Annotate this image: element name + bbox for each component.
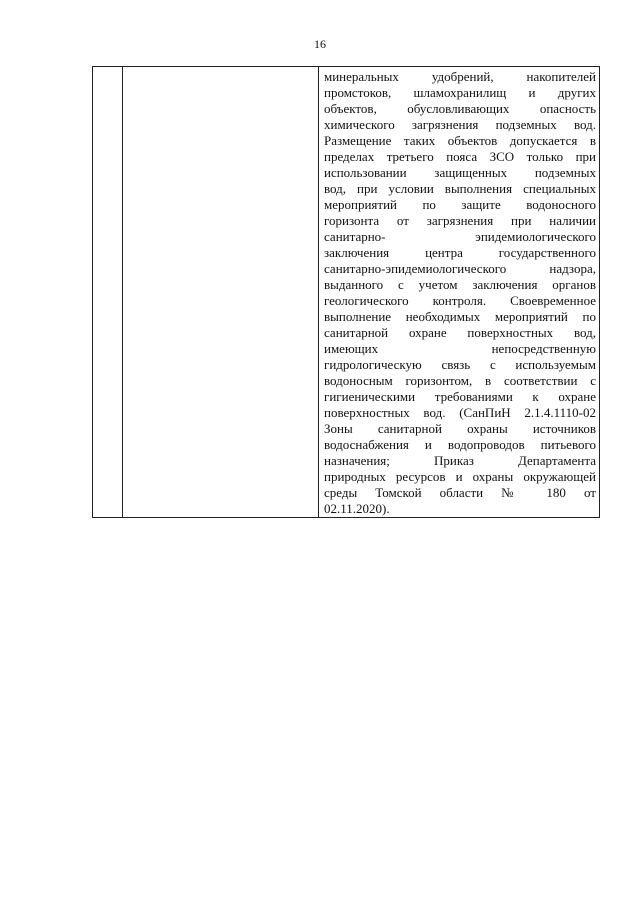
text-line: гигиеническими требованиями к охране	[324, 389, 596, 404]
text-line: выполнение необходимых мероприятий по	[324, 309, 596, 324]
text-line: водоснабжения и водопроводов питьевого	[324, 437, 596, 452]
text-line: среды Томской области № 180 от	[324, 485, 596, 500]
text-line: выданного с учетом заключения органов	[324, 277, 596, 292]
cell-object-text	[123, 67, 318, 69]
text-line: объектов, обусловливающих опасность	[324, 101, 596, 116]
text-line: вод, при условии выполнения специальных	[324, 181, 596, 196]
text-line: имеющих непосредственную	[324, 341, 596, 356]
text-line: Размещение таких объектов допускается в	[324, 133, 596, 148]
text-line: санитарной охране поверхностных вод,	[324, 325, 596, 340]
table-row	[93, 67, 600, 518]
text-line: горизонта от загрязнения при наличии	[324, 213, 596, 228]
text-line: назначения; Приказ Департамента	[324, 453, 596, 468]
table-cell-object	[123, 67, 319, 518]
text-line: водоносным горизонтом, в соответствии с	[324, 373, 596, 388]
text-line: геологического контроля. Своевременное	[324, 293, 596, 308]
text-line: 02.11.2020).	[324, 501, 390, 516]
text-line: Зоны санитарной охраны источников	[324, 421, 596, 436]
cell-number-text	[93, 67, 122, 69]
text-line: санитарно- эпидемиологического	[324, 229, 596, 244]
text-line: пределах третьего пояса ЗСО только при	[324, 149, 596, 164]
text-line: мероприятий по защите водоносного	[324, 197, 596, 212]
table-cell-requirements	[319, 67, 600, 518]
text-line: природных ресурсов и охраны окружающей	[324, 469, 596, 484]
text-line: поверхностных вод. (СанПиН 2.1.4.1110-02	[324, 405, 596, 420]
text-line: химического загрязнения подземных вод.	[324, 117, 596, 132]
text-line: заключения центра государственного	[324, 245, 596, 260]
text-line: использовании защищенных подземных	[324, 165, 596, 180]
text-line: гидрологическую связь с используемым	[324, 357, 596, 372]
text-line: санитарно-эпидемиологического надзора,	[324, 261, 596, 276]
page-number: 16	[314, 37, 326, 51]
requirements-text	[319, 67, 599, 517]
requirements-table	[92, 66, 600, 518]
text-line: минеральных удобрений, накопителей	[324, 69, 596, 84]
table-cell-number	[93, 67, 123, 518]
text-line: промстоков, шламохранилищ и других	[324, 85, 596, 100]
